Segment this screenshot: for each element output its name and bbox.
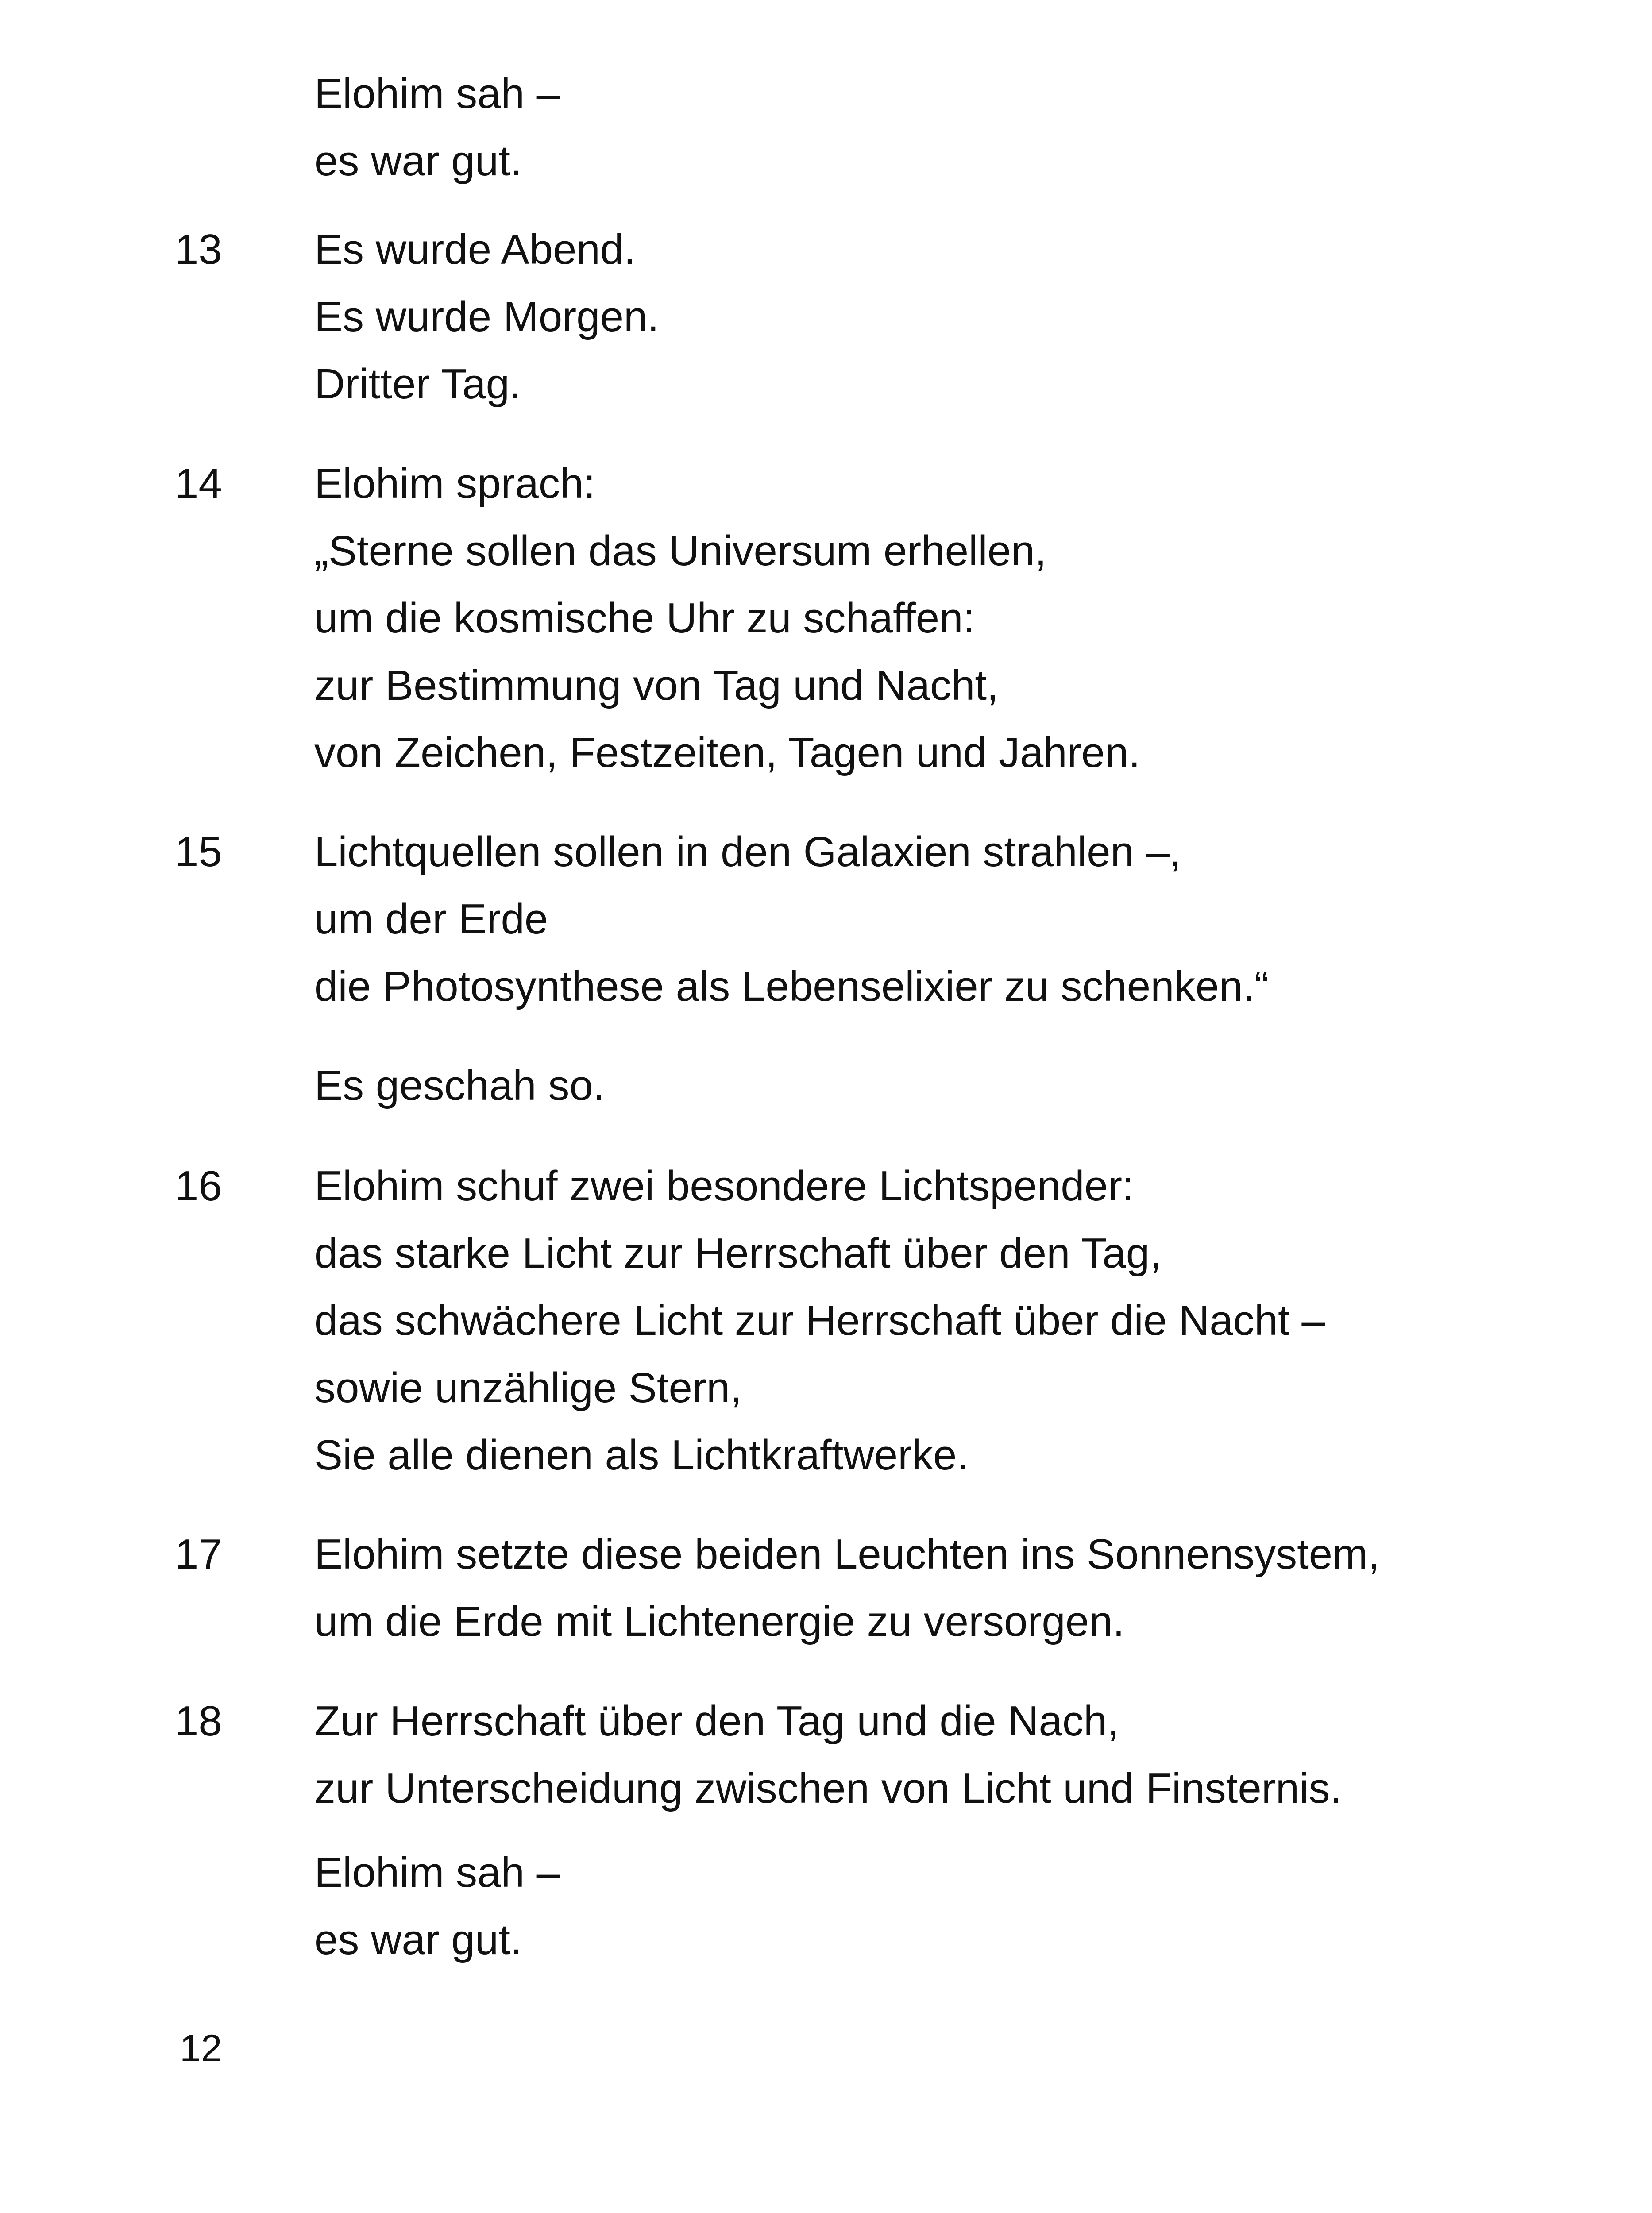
verse-number: 17 [175,1531,222,1578]
verse-line: „Sterne sollen das Universum erhellen, [314,527,1047,574]
verse-line: von Zeichen, Festzeiten, Tagen und Jahren. [314,729,1141,776]
verse-number: 15 [175,828,222,875]
verse-line: das schwächere Licht zur Herrschaft über die Nacht – [314,1297,1325,1344]
stanza-lines [314,1521,1620,1655]
stanza-lines [314,1052,1620,1119]
verse-line: sowie unzählige Stern, [314,1364,742,1411]
page-number: 12 [180,2027,222,2070]
verse-line: Zur Herrschaft über den Tag und die Nach, [314,1697,1119,1745]
verse-line: Es geschah so. [314,1062,605,1109]
verse-line: das starke Licht zur Herrschaft über den Tag, [314,1230,1162,1277]
verse-line: um die Erde mit Lichtenergie zu versorgen. [314,1598,1125,1645]
stanza-lines [314,1688,1620,1822]
verse-line: es war gut. [314,1916,522,1963]
verse-line: es war gut. [314,137,522,185]
verse-line: Elohim schuf zwei besondere Lichtspender: [314,1162,1134,1210]
verse-line: Es wurde Abend. [314,226,636,273]
verse-number: 18 [175,1697,222,1745]
verse-line: um der Erde [314,895,548,943]
verse-number: 13 [175,226,222,273]
verse-line: zur Bestimmung von Tag und Nacht, [314,662,999,709]
verse-line: Lichtquellen sollen in den Galaxien strahlen –, [314,828,1181,875]
stanza-lines [314,60,1620,195]
verse-number: 14 [175,460,222,507]
verse-line: Elohim setzte diese beiden Leuchten ins Sonnensystem, [314,1531,1380,1578]
verse-line: um die kosmische Uhr zu schaffen: [314,594,975,642]
verse-line: Elohim sprach: [314,460,595,507]
stanza-lines [314,216,1620,418]
verse-line: Sie alle dienen als Lichtkraftwerke. [314,1431,969,1479]
stanza-lines [314,1153,1620,1489]
verse-number: 16 [175,1162,222,1210]
stanza-lines [314,1839,1620,1974]
stanza-lines [314,450,1620,787]
stanza-lines [314,818,1620,1020]
verse-line: Es wurde Morgen. [314,293,660,340]
verse-line: die Photosynthese als Lebenselixier zu schenken.“ [314,963,1269,1010]
verse-line: Elohim sah – [314,1849,560,1896]
verse-line: Dritter Tag. [314,360,521,408]
verse-line: Elohim sah – [314,70,560,117]
verse-line: zur Unterscheidung zwischen von Licht und Finsternis. [314,1765,1342,1812]
